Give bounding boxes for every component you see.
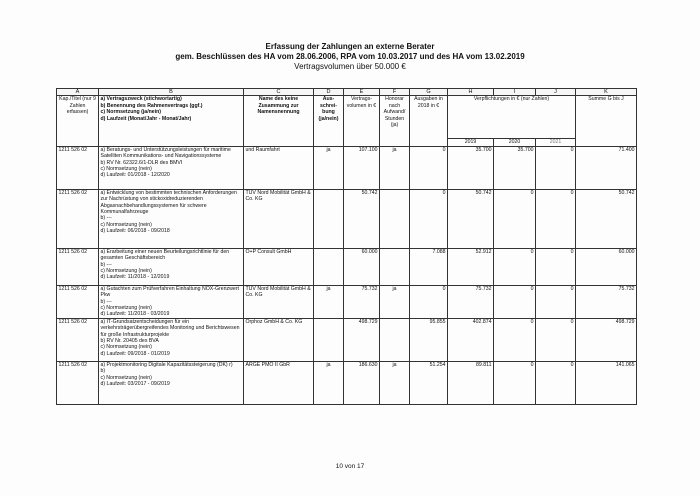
heading-line-3: Vertragsvolumen über 50.000 € [294,62,406,71]
cell-ausgaben: 51.254 [410,361,448,404]
header-row [57,96,637,139]
cell-volumen: 60.000 [344,248,380,285]
desc-line: d) Laufzeit: 06/2018 - 09/2018 [100,228,170,235]
cell-2019: 402.874 [448,318,494,361]
cell-2021: 0 [536,318,576,361]
desc-line: b) RV Nr. 20405 des BVA [100,338,159,345]
cell-volumen: 75.732 [344,285,380,318]
cell-2019: 35.700 [448,146,494,189]
desc-line: d) Laufzeit: 03/2017 - 09/2019 [100,381,170,388]
cell-kap: 1211 526 02 [57,318,99,361]
desc-line: b) RV Nr. 62322.6/1-DLR des BMVI [100,159,183,166]
table-row [57,146,637,189]
cell-ausgaben: 95.855 [410,318,448,361]
desc-line: b) --- [100,298,112,305]
cell-volumen: 50.742 [344,189,380,248]
header-name: Name des keine Zusammung zur Namensnennung [244,96,314,146]
cell-honorar: ja [380,285,410,318]
cell-2020: 35.700 [494,146,536,189]
cell-kap: 1211 526 02 [57,248,99,285]
cell-ausschreibung [314,318,344,361]
cell-ausgaben: 0 [410,146,448,189]
desc-line: a) Projektmonitoring Digitale Kapazitätssteigerung (DK) r) [100,361,233,368]
year-2020: 2020 [494,139,536,146]
cell-summe: 498.729 [576,318,637,361]
cell-ausschreibung [314,248,344,285]
cell-2019: 89.811 [448,361,494,404]
col-letter: I [494,89,536,96]
cell-name: Orphoz GmbH & Co. KG [244,318,314,361]
cell-2020: 0 [494,248,536,285]
cell-ausschreibung: ja [314,146,344,189]
cell-honorar: ja [380,361,410,404]
cell-ausschreibung [314,189,344,248]
desc-line: c) Normsetzung (nein) [100,344,152,351]
column-letter-row [57,89,637,96]
col-letter: B [99,89,244,96]
cell-desc [99,361,244,404]
cell-volumen: 186.630 [344,361,380,404]
cell-kap: 1211 526 02 [57,285,99,318]
cell-name: O+P Consult GmbH [244,248,314,285]
cell-2020: 0 [494,285,536,318]
desc-line: c) Normsetzung (nein) [100,374,152,381]
col-letter: J [536,89,576,96]
header-b-line: b) Benennung des Rahmenvertrags (ggf.) [100,102,203,109]
cell-ausgaben: 0 [410,285,448,318]
page-number: 10 von 17 [335,463,365,470]
cell-summe: 60.000 [576,248,637,285]
cell-2020: 0 [494,318,536,361]
table-row [57,248,637,285]
desc-line: c) Normsetzung (nein) [100,305,152,312]
cell-2021: 0 [536,361,576,404]
cell-2020: 0 [494,361,536,404]
cell-ausgaben: 0 [410,189,448,248]
cell-ausschreibung: ja [314,361,344,404]
desc-line: b) --- [100,215,112,222]
header-b-line: c) Normsetzung (ja/nein) [100,109,162,116]
desc-line: c) Normsetzung (nein) [100,166,152,173]
col-letter: A [57,89,99,96]
desc-line: b) [100,368,106,375]
col-letter: C [244,89,314,96]
header-kap-titel: Kap./Titel (nur 9 Zahlen erfassen) [57,96,99,146]
header-b-line: d) Laufzeit (Monat/Jahr - Monat/Jahr) [100,115,192,122]
cell-name: TÜV Nord Mobilität GmbH & Co. KG [244,189,314,248]
desc-line: a) Gutachten zum Prüfverfahren Einhaltung NOX-Grenzwert Pkw [100,285,239,299]
cell-summe: 71.400 [576,146,637,189]
cell-name: und Raumfahrt [244,146,314,189]
cell-2021: 0 [536,189,576,248]
header-vertragszweck [99,96,244,146]
cell-2021: 0 [536,248,576,285]
desc-line: b) --- [100,261,112,268]
cell-honorar [380,189,410,248]
cell-name: ARGE PMO II GbR [244,361,314,404]
cell-ausschreibung: ja [314,285,344,318]
col-letter: E [344,89,380,96]
table-row [57,318,637,361]
cell-desc [99,189,244,248]
desc-line: c) Normsetzung (nein) [100,221,152,228]
cell-volumen: 107.100 [344,146,380,189]
desc-line: d) Laufzeit: 11/2018 - 03/2019 [100,311,170,318]
table-row [57,361,637,404]
header-ausschreibung: Aus- schrei- bung (ja/nein) [314,96,344,146]
cell-summe: 50.742 [576,189,637,248]
header-honorar: Honorar nach Aufwand/ Stunden (ja) [380,96,410,146]
cell-name: TÜV Nord Mobilität GmbH & Co. KG [244,285,314,318]
col-letter: H [448,89,494,96]
cell-honorar: ja [380,146,410,189]
col-letter: K [576,89,637,96]
cell-summe: 75.732 [576,285,637,318]
cell-summe: 141.065 [576,361,637,404]
cell-desc [99,146,244,189]
desc-line: d) Laufzeit: 09/2018 - 01/2019 [100,350,170,357]
cell-desc [99,248,244,285]
desc-line: a) Entwicklung von bestimmten technischen Anforderungen zur Nachrüstung von stickoxidreduzierenden Abgasnachbehandlungssystemen für schwere Kommunalfahrzeuge [100,189,237,216]
header-summe: Summe G bis J [576,96,637,146]
heading-line-2: gem. Beschlüssen des HA vom 28.06.2006, RPA vom 10.03.2017 und des HA vom 13.02.2019 [175,52,525,61]
cell-kap: 1211 526 02 [57,361,99,404]
cell-desc [99,285,244,318]
year-2019: 2019 [448,139,494,146]
cell-volumen: 498.729 [344,318,380,361]
cell-ausgaben: 7.088 [410,248,448,285]
cell-desc [99,318,244,361]
table-row [57,189,637,248]
cell-honorar [380,248,410,285]
cell-2021: 0 [536,285,576,318]
cell-2021: 0 [536,146,576,189]
header-ausgaben-2018: Ausgaben in 2018 in € [410,96,448,146]
header-vertragsvolumen: Vertrags- volumen in € [344,96,380,146]
cell-kap: 1211 526 02 [57,146,99,189]
table-row [57,285,637,318]
cell-2019: 52.912 [448,248,494,285]
col-letter: F [380,89,410,96]
desc-line: a) Beratungs- und Unterstützungsleistungen für maritime Satelliten Kommunikations- und Navigationssysteme [100,146,231,160]
heading-line-1: Erfassung der Zahlungen an externe Berater [265,42,435,51]
col-letter: D [314,89,344,96]
cell-2019: 50.742 [448,189,494,248]
desc-line: d) Laufzeit: 11/2018 - 12/2019 [100,274,170,281]
desc-line: d) Laufzeit: 01/2018 - 12/2020 [100,172,170,179]
cell-2019: 75.732 [448,285,494,318]
desc-line: c) Normsetzung (nein) [100,268,152,275]
header-verpflichtungen: Verpflichtungen in € (nur Zahlen) [448,96,576,139]
year-2021: 2021 [536,139,576,146]
col-letter: G [410,89,448,96]
cell-2020: 0 [494,189,536,248]
desc-line: a) Erarbeitung einer neuen Beurteilungsrichtlinie für den gesamten Geschäftsbereich [100,248,230,262]
desc-line: a) IT-Grundsatzentscheidungen für ein verkehrsträgerübergreifendes Monitoring und Berichtswesen für große Infrastrukturprojekte [100,318,240,338]
cell-honorar [380,318,410,361]
cell-kap: 1211 526 02 [57,189,99,248]
header-b-line: a) Vertragszweck (stichwortartig) [100,96,182,103]
payments-table [56,88,637,405]
